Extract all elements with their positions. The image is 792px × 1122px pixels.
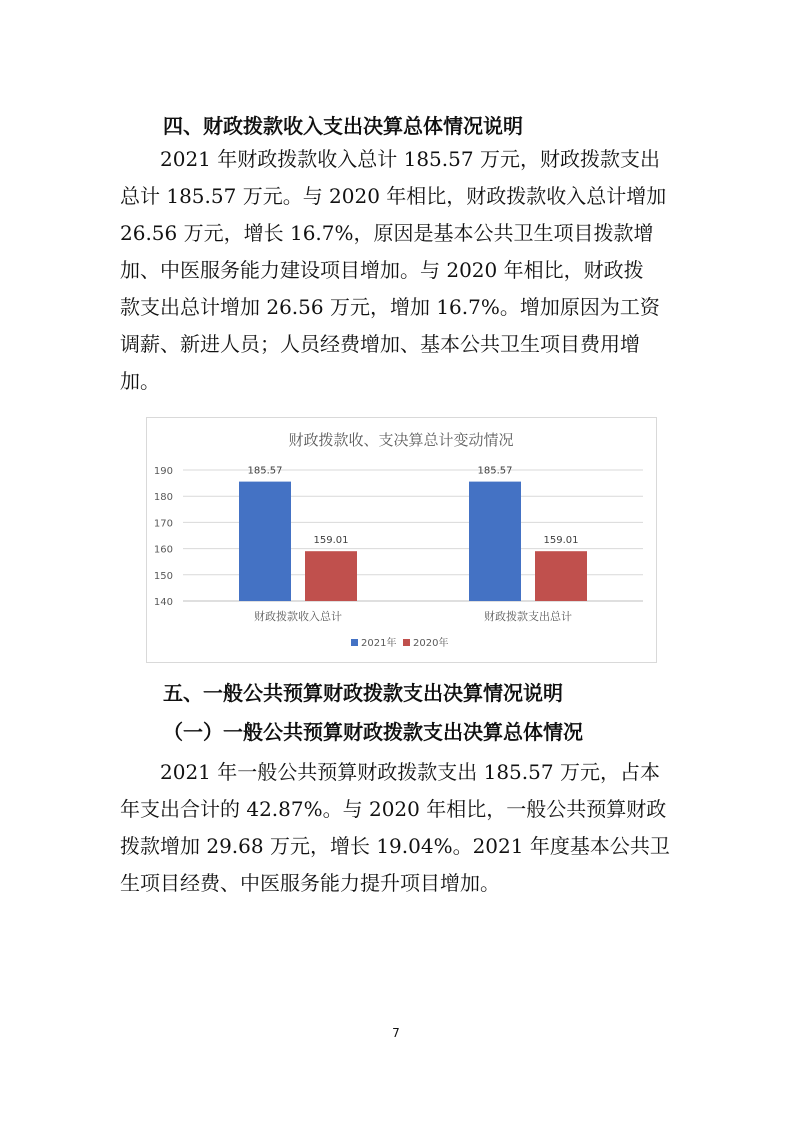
y-tick-label: 150 [153, 570, 173, 582]
bar-2020年-1 [305, 551, 357, 601]
paragraph-line: 拨款增加 29.68 万元，增长 19.04%。2021 年度基本公共卫 [120, 834, 670, 858]
x-category-label: 财政拨款收入总计 [254, 610, 342, 623]
bar-2020年-2 [535, 551, 587, 601]
data-label-2021-expense: 185.57 [477, 465, 513, 477]
legend-swatch-2020 [403, 639, 410, 646]
paragraph-line: 调薪、新进人员；人员经费增加、基本公共卫生项目费用增 [120, 332, 640, 356]
y-tick-label: 170 [153, 518, 173, 530]
paragraph-line: 26.56 万元，增长 16.7%，原因是基本公共卫生项目拨款增 [120, 221, 654, 245]
section-4-paragraph [120, 141, 680, 400]
legend-label-2021: 2021年 [361, 638, 397, 649]
paragraph-line: 款支出总计增加 26.56 万元，增加 16.7%。增加原因为工资 [120, 295, 660, 319]
page-number: 7 [392, 1026, 400, 1040]
section-5-paragraph [120, 754, 680, 902]
y-tick-label: 160 [153, 544, 173, 556]
y-tick-label: 180 [153, 492, 173, 504]
data-label-2021-income: 185.57 [247, 465, 283, 477]
paragraph-line: 总计 185.57 万元。与 2020 年相比，财政拨款收入总计增加 [120, 184, 667, 208]
section-5-heading: 五、一般公共预算财政拨款支出决算情况说明 [163, 681, 563, 705]
paragraph-line: 2021 年财政拨款收入总计 185.57 万元，财政拨款支出 [160, 147, 660, 171]
data-label-2020-income: 159.01 [313, 535, 349, 547]
section-5-subheading: （一）一般公共预算财政拨款支出决算总体情况 [163, 720, 583, 744]
bar-2021年-2 [469, 482, 521, 601]
bar-2021年-1 [239, 482, 291, 601]
chart-svg [147, 418, 656, 662]
bar-chart [146, 417, 657, 663]
paragraph-line: 生项目经费、中医服务能力提升项目增加。 [120, 871, 500, 895]
paragraph-line: 加、中医服务能力建设项目增加。与 2020 年相比，财政拨 [120, 258, 644, 282]
legend-swatch-2021 [351, 639, 358, 646]
paragraph-line: 年支出合计的 42.87%。与 2020 年相比，一般公共预算财政 [120, 797, 667, 821]
section-4-heading: 四、财政拨款收入支出决算总体情况说明 [163, 114, 523, 138]
data-label-2020-expense: 159.01 [543, 535, 579, 547]
y-tick-label: 190 [153, 466, 173, 477]
legend-label-2020: 2020年 [413, 638, 449, 649]
chart-title: 财政拨款收、支决算总计变动情况 [288, 431, 514, 449]
y-tick-label: 140 [153, 597, 173, 608]
paragraph-line: 2021 年一般公共预算财政拨款支出 185.57 万元，占本 [160, 760, 660, 784]
x-category-label: 财政拨款支出总计 [484, 610, 572, 623]
paragraph-line: 加。 [120, 369, 160, 393]
